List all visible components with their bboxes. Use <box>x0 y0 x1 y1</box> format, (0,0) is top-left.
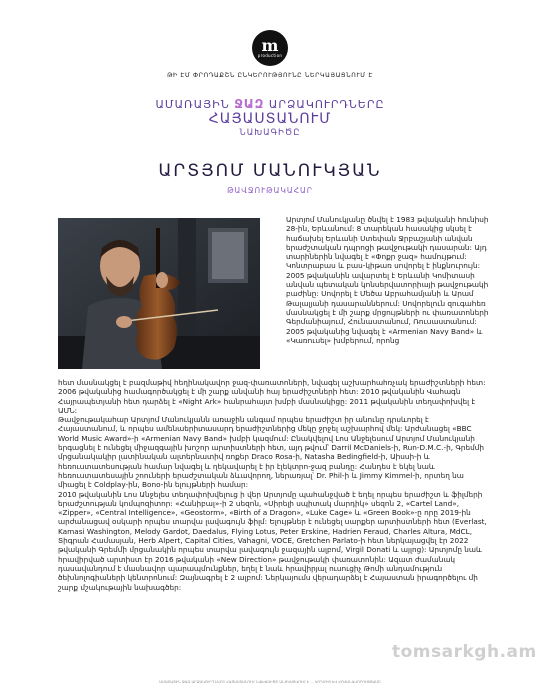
heading-word-holidays: ԱՐՁԱԿՈՒՐԴՆԵՐԸ <box>268 98 385 111</box>
artist-name: ԱՐՏՅՈՄ ՄԱՆՈՒԿՅԱՆ <box>158 161 382 181</box>
heading-word-jazz: ՋԱԶ <box>234 97 265 111</box>
tomsarkgh-watermark: tomsarkgh.am <box>392 642 537 662</box>
project-heading-line3: ՆԱԽԱԳԻԾԸ <box>239 128 301 138</box>
cellist-photo-illustration <box>58 218 260 369</box>
bio-paragraph: 2010 թվականին Լոս Անջելես տեղափոխվելուց ի վեր Արտյոմը պահանջված է եղել որպես երաժիշտ և ֆիլմերի երաժշտության կոմպոզիտոր: «Հանիբալ»-ի 2 սեզոն, «Սիրելի սպիտակ մարդիկ» սեզոն 2, «Cartel Land», «Zipper», «Central Intelligence», «Geostorm», «Birth of a Dragon», «Luke Cage» և «Green Book»-ը որը 2019-ին արժանացավ օսկարի որպես տարվա լավագույն ֆիլմ: Ելույթներ է ունեցել սարքեր արտիստների հետ (Everlast, Kamasi Washington, Melody Gardot, Daedalus, Flying Lotus, Peter Erskine, Hadrien Feraud, Charles Altura, MdCL, Տիգրան Համասյան, Herb Alpert, Capital Cities, Vahagni, VOCE, Gretchen Parlato-ի հետ ներկայացվել էր 2022 թվականի Գրեմմի մրցանակին որպես տարվա լավագույն ջազային ալբոմ, Virgil Donati և այլոց): Արտյոմը նաև հրավիրված արտիստ էր 2016 թվականի «New Direction» թավջութակի փառատոնին: Ազատ ժամանակ դասավանդում է մասնավոր պարապմունքներ, եղել է նաև հրավիրյալ ուսուցիչ Թոմի անդամություն ծեխնոլոգիաների կենտրոնում: Զայնագրել է 2 ալբոմ: Ներկայումս վերադարձել է Հայաստան իրագործելու մի շարք մշակութային նախագծեր: <box>58 489 487 592</box>
artist-role: ԹԱՎՋՈՒԹԱԿԱՀԱՐ <box>227 186 313 195</box>
bio-body <box>58 378 490 592</box>
footer-note: ԱՄԱՌԱՅԻՆ ՋԱԶ ԱՐՁԱԿՈՒՐԴՆԵՐԸ ՀԱՅԱՍՏԱՆՈՒՄ ՆԱԽԱԳԻԾԸ ԱՆՑԿԱՑՎՈՒՄ Է ... ԿՈՂՄԻՑ ԵՎ ՀՈՎԱՆԱՎՈՐՈՒԹՅԱՄԲ <box>159 680 381 684</box>
logo-subtitle: production <box>257 53 283 58</box>
presenter-tagline: ԹԻ ԷՄ ՓՐՈԴԱՔՇՆ ԸՆԿԵՐՈՒԹՅՈՒՆԸ ՆԵՐԿԱՅԱՑՆՈՒՄ Է <box>167 72 373 79</box>
bio-intro: Արտյոմ Մանուկյանը ծնվել է 1983 թվականի հունիսի 28-ին, Երևանում: 8 տարեկան հասակից սկսել է հաճախել Երևանի Ստեփան Ջրբաշյանի անվան երաժշտական դպրոցի թավջութակի դասարան: Այդ տարիներին նվագել է «Փոքր ջազ» համույթում: Կոնտրաբաս և բաս-կիթառ սովորել է ինքնուրույն: 2005 թվականին ավարտել է Երևանի Կոմիտասի անվան պետական կոնսերվատորիայի թավջութակի բաժինը: Սովորել է Մեծա Աբրահամյանի և Արամ Թալալյանի դասարաններում: Սովորելուն զուգահեռ մասնակցել է մի շարք մրցույթների ու փառատոների Գերմանիայում, Հունաստանում, Ռուսաստանում: 2005 թվականից նվագել է «Armenian Navy Band» և «Կառուսել» խմբերում, որոնց <box>286 215 489 345</box>
bio-paragraph: Թավջութակահար Արտյոմ Մանուկյանն առաջին անգամ որպես երաժիշտ իր անունը դրսևորել է Հայաստանում, և որպես ամենաերիտասարդ երաժիշտներից մեկը ջրջել աշխարհով մեկ: Արժանացել «BBC World Music Award»-ի «Armenian Navy Band» խմբի կազմում: Ընակվելով Լոս Անջելեսում Արտյոմ Մանուկյանի երգացնել է ունեցել միջազգային խոշոր արտիստների հետ, այդ թվում՝ Darril McDaniels-ի, Run-D.M.C.-ի, Գրեմմի մրցանակակիր լատինական ալտերնատիվ ռոքեր Draco Rosa-ի, Natasha Bedingfield-ի, Աիսսի-ի և հեռուստատեսության համար նվագել և ղեկավարել է իր էլեկտրո-ջազ բանդը: Հանդես է եկել նաև հեռուստատեսային շոուների երաժշտական ձևավորող, ներառյալ՝ Dr. Phil-ի և Jimmy Kimmel-ի, որտեղ նա միացել է Coldplay-ին, Bono-ին ելույթների համար: <box>58 415 484 490</box>
artist-photo <box>58 218 260 369</box>
logo-mark: m <box>261 36 279 55</box>
production-logo <box>252 30 288 66</box>
heading-word-summer: ԱՄԱՌԱՅԻՆ <box>155 98 230 111</box>
project-heading-line2: ՀԱՅԱՍՏԱՆՈՒՄ <box>208 111 332 127</box>
bio-paragraph: հետ մասնակցել է բազմաթիվ հեղինակավոր ջազ-փառատոների, նվագել աշխարհահռչակ երաժիշտների հետ: 2006 թվականից համագործակցել է մի շարք անվանի հայ երաժիշտների հետ: 2010 թվականին Վահագն Հայրապետյանի հետ դարձել է «Night Ark» հանրահայտ խմբի մասնակիցը: 2011 թվականին տեղափոխվել է ԱՄՆ: <box>58 378 486 415</box>
project-heading-line1 <box>0 97 540 111</box>
